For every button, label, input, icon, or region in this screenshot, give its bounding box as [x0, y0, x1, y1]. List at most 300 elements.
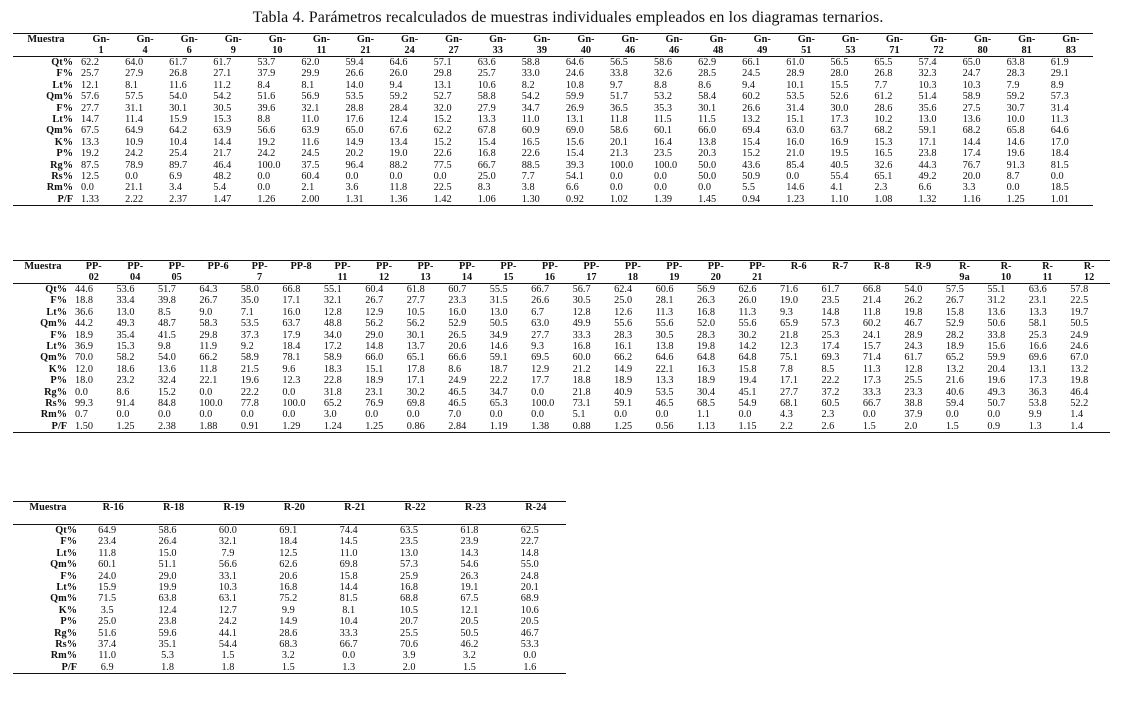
row-label: P/F [61, 661, 77, 673]
row-label: Rm% [46, 182, 73, 194]
column-header [197, 261, 238, 284]
table-cell: 65.1 [406, 352, 425, 364]
table-cell: 57.4 [918, 57, 937, 68]
row-label: K% [54, 136, 73, 148]
column-header-line1: R- [1000, 261, 1012, 272]
table-cell: 66.2 [614, 352, 633, 364]
table-cell: 11.3 [862, 363, 881, 375]
table-cell: 30.7 [1006, 102, 1025, 114]
table-cell: 12.1 [460, 604, 479, 616]
table-cell: 33.3 [862, 386, 881, 398]
table-cell: 75.1 [779, 352, 798, 364]
column-header-line1: R- [1083, 261, 1095, 272]
table-cell: 6.9 [100, 661, 114, 673]
table-cell: 15.2 [433, 114, 452, 126]
table-row [13, 114, 1093, 125]
table-cell: 16.3 [697, 363, 716, 375]
table-cell: 2.00 [301, 193, 320, 205]
column-header-line2: 80 [977, 45, 988, 56]
column-header [564, 34, 608, 57]
table-cell: 5.4 [213, 182, 227, 194]
table-row [13, 571, 566, 582]
table-cell: 50.0 [698, 159, 717, 171]
table-cell: 29.0 [365, 329, 384, 341]
column-header-line1: Gn- [929, 34, 948, 45]
table-cell: 9.3 [779, 306, 793, 318]
column-header-line2: 83 [1065, 45, 1076, 56]
table-cell: 15.8 [339, 570, 358, 582]
table-cell: 12.7 [218, 604, 237, 616]
column-header [204, 502, 264, 525]
table-cell: 1.25 [614, 420, 633, 432]
table-cell: 88.2 [389, 159, 408, 171]
column-header-line1: R-18 [162, 502, 185, 513]
row-label: P% [50, 375, 67, 387]
table-cell: 21.8 [779, 329, 798, 341]
table-cell: 68.1 [779, 398, 798, 410]
table-cell: 0.0 [987, 409, 1001, 421]
table-cell: 37.5 [301, 159, 320, 171]
table-cell: 5.5 [742, 182, 756, 194]
table-cell: 12.9 [531, 363, 550, 375]
column-header-line2 [821, 272, 858, 283]
table-cell: 21.8 [572, 386, 591, 398]
table-row [13, 605, 566, 616]
table-cell: 15.8 [945, 306, 964, 318]
table-cell: 25.9 [400, 570, 419, 582]
table-cell: 13.8 [655, 341, 674, 353]
table-cell: 53.2 [654, 91, 673, 103]
table-cell: 17.9 [282, 329, 301, 341]
table-cell: 11.5 [698, 114, 716, 126]
table-cell: 13.1 [433, 79, 452, 91]
table-cell: 0.0 [240, 409, 254, 421]
table-cell: 2.3 [821, 409, 835, 421]
table-cell: 1.4 [1070, 409, 1084, 421]
column-header [608, 34, 652, 57]
table-cell: 27.1 [213, 68, 232, 80]
table-cell: 19.6 [1006, 148, 1025, 160]
table-cell: 19.2 [257, 136, 276, 148]
row-label: K% [48, 363, 67, 375]
column-header [143, 502, 203, 525]
table-cell: 1.47 [213, 193, 232, 205]
table-cell: 59.2 [1006, 91, 1025, 103]
table-cell: 15.3 [213, 114, 232, 126]
table-cell: 1.30 [521, 193, 540, 205]
table-cell: 34.7 [521, 102, 540, 114]
table-cell: 15.2 [742, 148, 761, 160]
table-cell: 19.6 [240, 375, 259, 387]
column-header [445, 502, 505, 525]
column-header [985, 261, 1026, 284]
column-header-line2 [863, 272, 900, 283]
table-cell: 18.9 [614, 375, 633, 387]
table-cell: 3.9 [402, 650, 416, 662]
table-cell: 52.9 [448, 318, 467, 330]
table-cell: 100.0 [282, 398, 306, 410]
table-cell: 67.6 [389, 125, 408, 137]
table-cell: 32.0 [433, 102, 452, 114]
corner-header: Muestra [29, 502, 67, 513]
table-cell: 17.4 [821, 341, 840, 353]
table-cell: 23.2 [116, 375, 135, 387]
table-cell: 15.1 [786, 114, 805, 126]
table-cell: 24.2 [218, 616, 237, 628]
table-cell: 34.0 [323, 329, 342, 341]
table-cell: 6.6 [918, 182, 932, 194]
table-cell: 18.8 [572, 375, 591, 387]
table-cell: 58.6 [158, 525, 177, 536]
table-cell: 36.9 [75, 341, 94, 353]
table-cell: 55.4 [830, 171, 849, 183]
table-row [13, 182, 1093, 193]
table-cell: 34.9 [489, 329, 508, 341]
table-cell: 23.9 [460, 536, 479, 548]
table-cell: 15.5 [830, 79, 849, 91]
column-header-line2: 17 [586, 272, 597, 283]
table-cell: 61.2 [874, 91, 893, 103]
table-cell: 62.2 [81, 57, 100, 68]
table-cell: 13.1 [1028, 363, 1047, 375]
table-cell: 11.8 [862, 306, 881, 318]
row-label: Rg% [44, 386, 67, 398]
table-cell: 44.6 [75, 284, 94, 295]
column-header [325, 502, 385, 525]
table-cell: 1.6 [523, 661, 537, 673]
table-cell: 37.3 [240, 329, 259, 341]
column-header [211, 34, 255, 57]
row-label: F% [56, 68, 73, 80]
row-label: K% [58, 604, 77, 616]
table-cell: 0.0 [654, 182, 667, 194]
table-cell: 71.4 [862, 352, 881, 364]
table-cell: 9.3 [531, 341, 545, 353]
column-header-line2 [199, 272, 236, 283]
table-cell: 46.4 [213, 159, 232, 171]
table-cell: 26.7 [365, 295, 384, 307]
table-cell: 7.7 [521, 171, 535, 183]
table-cell: 26.2 [904, 295, 923, 307]
table-cell: 0.0 [257, 182, 271, 194]
table-cell: 32.6 [654, 68, 673, 80]
table-cell: 69.3 [821, 352, 840, 364]
corner-header: Muestra [24, 261, 62, 272]
table-cell: 51.7 [157, 284, 176, 295]
row-label: F% [50, 329, 67, 341]
column-header [255, 34, 299, 57]
table-cell: 60.1 [98, 559, 117, 571]
table-cell: 25.0 [477, 171, 496, 183]
table-cell: 58.8 [477, 91, 496, 103]
table-cell: 0.7 [75, 409, 88, 421]
table-cell: 57.6 [81, 91, 100, 103]
table-row [13, 548, 566, 559]
table-cell: 65.1 [874, 171, 893, 183]
table-cell: 29.8 [199, 329, 218, 341]
table-cell: 16.4 [654, 136, 673, 148]
table-cell: 7.0 [448, 409, 462, 421]
table-cell: 63.6 [477, 57, 496, 68]
table-cell: 60.5 [821, 398, 840, 410]
table-cell: 8.2 [521, 79, 535, 91]
table-cell: 27.7 [531, 329, 550, 341]
table-cell: 32.4 [157, 375, 176, 387]
table-cell: 58.6 [654, 57, 673, 68]
table-cell: 28.8 [345, 102, 364, 114]
table-cell: 26.7 [199, 295, 218, 307]
table-cell: 61.8 [460, 525, 479, 536]
table-cell: 0.86 [406, 420, 425, 432]
table-cell: 12.4 [158, 604, 177, 616]
column-header-line1: Gn- [665, 34, 683, 45]
column-header-line1: Gn- [841, 34, 859, 45]
table-cell: 61.0 [786, 57, 805, 68]
column-header [405, 261, 446, 284]
table-cell: 100.0 [257, 159, 281, 171]
table-cell: 13.6 [157, 363, 176, 375]
table-cell: 35.4 [116, 329, 135, 341]
table-cell: 8.8 [654, 79, 667, 91]
table-cell: 20.1 [520, 582, 539, 594]
table-cell: 3.5 [100, 604, 114, 616]
table-cell: 49.3 [987, 386, 1006, 398]
table-cell: 52.7 [433, 91, 452, 103]
table-cell: 16.5 [874, 148, 893, 160]
table-cell: 8.5 [157, 306, 171, 318]
table-row [13, 662, 566, 674]
table-cell: 59.1 [918, 125, 937, 137]
column-header [696, 34, 740, 57]
table-cell: 16.8 [477, 148, 496, 160]
table-cell: 8.8 [257, 114, 271, 126]
table-cell: 0.0 [654, 171, 667, 183]
table-cell: 1.25 [1006, 193, 1025, 205]
column-header-line1: Gn- [224, 34, 242, 45]
table-cell: 13.0 [116, 306, 135, 318]
table-row [13, 352, 1110, 363]
column-header [861, 261, 902, 284]
column-header [819, 261, 860, 284]
table-cell: 46.7 [520, 627, 539, 639]
table-cell: 59.1 [614, 398, 633, 410]
column-header [695, 261, 736, 284]
column-header-line1: Gn- [797, 34, 815, 45]
table-cell: 12.5 [81, 171, 100, 183]
column-header-line2 [508, 513, 564, 524]
table-cell: 65.0 [345, 125, 364, 137]
table-cell: 10.1 [786, 79, 805, 91]
table-cell: 55.5 [489, 284, 508, 295]
table-cell: 15.6 [565, 136, 584, 148]
table-cell: 25.4 [169, 148, 188, 160]
table-row [13, 307, 1110, 318]
table-cell: 1.16 [962, 193, 981, 205]
table-cell: 28.3 [697, 329, 716, 341]
table-cell: 10.3 [218, 582, 237, 594]
table-cell: 49.3 [116, 318, 135, 330]
table-cell: 99.3 [75, 398, 94, 410]
table-cell: 18.0 [75, 375, 94, 387]
table-cell: 65.3 [489, 398, 508, 410]
table-cell: 13.2 [742, 114, 761, 126]
table-cell: 17.2 [323, 341, 342, 353]
table-cell: 55.1 [987, 284, 1006, 295]
table-cell: 1.5 [862, 420, 876, 432]
table-cell: 46.5 [448, 398, 467, 410]
table-row [13, 593, 566, 604]
table-row [13, 103, 1093, 114]
column-header [529, 261, 570, 284]
table-cell: 6.6 [565, 182, 579, 194]
table-cell: 54.6 [460, 559, 479, 571]
table-cell: 91.4 [116, 398, 135, 410]
table-cell: 59.9 [987, 352, 1006, 364]
table-cell: 29.0 [158, 570, 177, 582]
table-cell: 28.4 [389, 102, 408, 114]
column-header [363, 261, 404, 284]
table-cell: 59.6 [158, 627, 177, 639]
table-cell: 26.3 [460, 570, 479, 582]
table-cell: 67.5 [81, 125, 100, 137]
table-cell: 59.9 [565, 91, 584, 103]
column-header [784, 34, 828, 57]
table-cell: 14.9 [279, 616, 298, 628]
table-cell: 12.9 [365, 306, 384, 318]
table-cell: 53.5 [655, 386, 674, 398]
row-label: F% [60, 570, 77, 582]
column-header-line2: 02 [88, 272, 99, 283]
row-label: Rg% [54, 627, 77, 639]
table-cell: 14.0 [345, 79, 364, 91]
column-header [944, 261, 985, 284]
table-cell: 7.1 [240, 306, 254, 318]
column-header [740, 34, 784, 57]
table-cell: 66.7 [862, 398, 881, 410]
table-cell: 8.3 [477, 182, 491, 194]
column-header-line2: 7 [257, 272, 263, 283]
table-cell: 39.3 [565, 159, 584, 171]
table-cell: 20.6 [448, 341, 467, 353]
table-cell: 1.1 [697, 409, 710, 421]
table-cell: 56.2 [406, 318, 425, 330]
table-row [13, 125, 1093, 136]
table-cell: 25.3 [821, 329, 840, 341]
column-header-line2: 11 [337, 272, 348, 283]
table-cell: 30.0 [830, 102, 849, 114]
table-cell: 22.2 [821, 375, 840, 387]
table-cell: 3.4 [169, 182, 183, 194]
column-header [828, 34, 872, 57]
table-cell: 50.5 [460, 627, 479, 639]
table-cell: 35.6 [918, 102, 937, 114]
table-cell: 39.8 [157, 295, 176, 307]
table-cell: 31.8 [323, 386, 342, 398]
table-cell: 66.7 [531, 284, 550, 295]
column-header-line1: PP- [85, 261, 102, 272]
table-cell: 20.5 [460, 616, 479, 628]
table-cell: 61.8 [406, 284, 425, 295]
column-header-line2: 46 [624, 45, 636, 56]
column-header [916, 34, 960, 57]
table-cell: 100.0 [199, 398, 223, 410]
table-row [13, 295, 1110, 306]
table-cell: 23.1 [365, 386, 384, 398]
table-cell: 64.8 [697, 352, 716, 364]
table-gn-samples [13, 33, 1093, 206]
table-cell: 7.7 [874, 79, 888, 91]
table-cell: 36.6 [75, 306, 94, 318]
table-cell: 64.3 [199, 284, 218, 295]
table-cell: 53.5 [345, 91, 364, 103]
column-header-line1: Gn- [268, 34, 286, 45]
table-cell: 68.9 [520, 593, 539, 605]
table-cell: 14.9 [614, 363, 633, 375]
table-cell: 61.7 [213, 57, 232, 68]
row-label: P% [56, 148, 73, 160]
table-cell: 50.9 [742, 171, 761, 183]
table-cell: 23.5 [654, 148, 673, 160]
table-cell: 24.0 [98, 570, 117, 582]
table-cell: 57.3 [821, 318, 840, 330]
table-cell: 17.1 [406, 375, 425, 387]
column-header [322, 261, 363, 284]
table-cell: 55.0 [520, 559, 539, 571]
table-cell: 27.5 [962, 102, 981, 114]
table-cell: 22.6 [521, 148, 540, 160]
table-cell: 38.8 [904, 398, 923, 410]
table-cell: 14.3 [460, 547, 479, 559]
column-header-line1: Gn- [92, 34, 110, 45]
table-cell: 60.6 [655, 284, 674, 295]
table-row [13, 559, 566, 570]
table-cell: 67.8 [477, 125, 496, 137]
table-cell: 56.5 [609, 57, 628, 68]
table-cell: 0.9 [987, 420, 1001, 432]
table-cell: 66.6 [448, 352, 467, 364]
row-label: Qm% [50, 593, 77, 605]
table-cell: 0.0 [862, 409, 876, 421]
column-header-line1: R-23 [464, 502, 487, 513]
table-cell: 0.0 [655, 409, 669, 421]
table-cell: 62.6 [738, 284, 757, 295]
table-cell: 11.5 [654, 114, 672, 126]
table-cell: 20.3 [698, 148, 717, 160]
table-cell: 37.4 [98, 639, 117, 651]
table-cell: 53.7 [257, 57, 276, 68]
table-cell: 23.8 [158, 616, 177, 628]
row-label: Qt% [55, 525, 77, 536]
table-cell: 61.9 [1050, 57, 1069, 68]
table-cell: 46.4 [1070, 386, 1089, 398]
table-cell: 0.0 [75, 386, 88, 398]
table-cell: 15.7 [862, 341, 881, 353]
column-header-line1: R-8 [873, 261, 890, 272]
table-cell: 26.0 [389, 68, 408, 80]
table-cell: 12.8 [572, 306, 591, 318]
row-label: Qm% [40, 352, 67, 364]
table-row [13, 639, 566, 650]
table-cell: 63.9 [213, 125, 232, 137]
table-cell: 20.2 [345, 148, 364, 160]
table-cell: 28.0 [830, 68, 849, 80]
table-cell: 64.6 [1050, 125, 1069, 137]
table-cell: 33.1 [218, 570, 237, 582]
table-cell: 37.2 [821, 386, 840, 398]
table-cell: 9.8 [157, 341, 171, 353]
table-cell: 10.3 [918, 79, 937, 91]
table-cell: 55.6 [614, 318, 633, 330]
